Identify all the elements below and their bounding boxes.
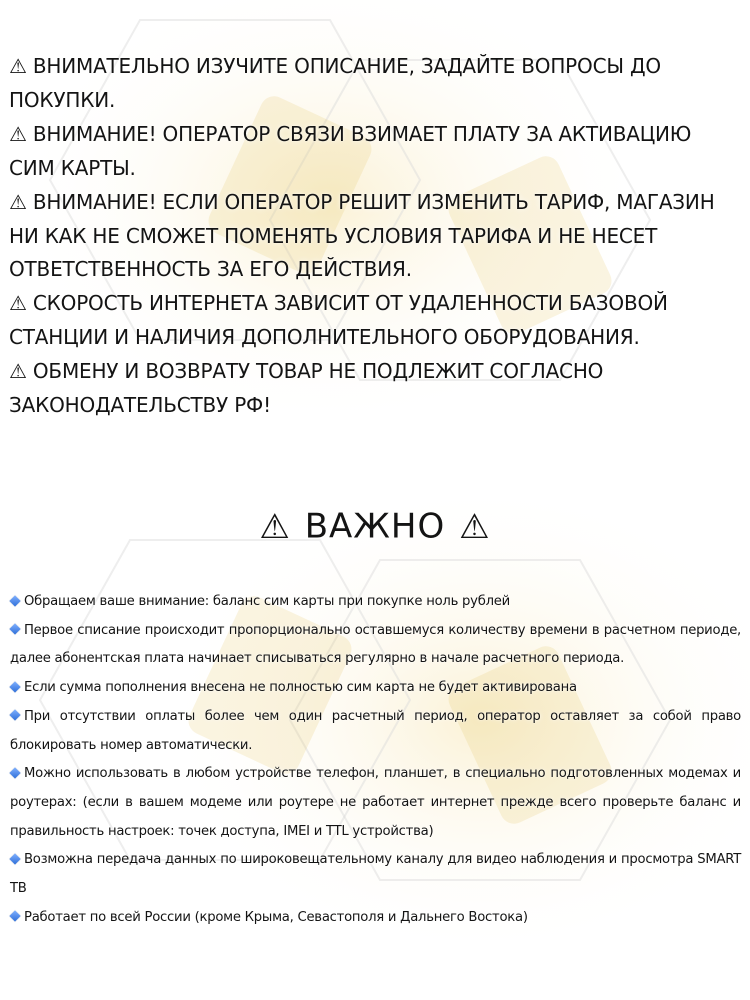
- warning-line: ⚠ ВНИМАНИЕ! ЕСЛИ ОПЕРАТОР РЕШИТ ИЗМЕНИТЬ ТАРИФ, МАГАЗИН НИ КАК НЕ СМОЖЕТ ПОМЕНЯТЬ УСЛОВИЯ ТАРИФА И НЕ НЕСЕТ ОТВЕТСТВЕННОСТЬ ЗА ЕГО ДЕЙСТВИЯ.: [9, 189, 715, 282]
- list-item: Если сумма пополнения внесена не полностью сим карта не будет активирована: [10, 674, 741, 703]
- heading-text: ВАЖНО: [304, 506, 446, 547]
- list-item: Возможна передача данных по широковещательному каналу для видео наблюдения и просмотра SMART TB: [10, 852, 741, 897]
- warning-line: ⚠ ВНИМАНИЕ! ОПЕРАТОР СВЯЗИ ВЗИМАЕТ ПЛАТУ ЗА АКТИВАЦИЮ СИМ КАРТЫ.: [9, 121, 692, 180]
- diamond-bullet-icon: [9, 595, 20, 606]
- warning-line: ⚠ СКОРОСТЬ ИНТЕРНЕТА ЗАВИСИТ ОТ УДАЛЕННОСТИ БАЗОВОЙ СТАНЦИИ И НАЛИЧИЯ ДОПОЛНИТЕЛЬНОГО ОБОРУДОВАНИЯ.: [9, 291, 668, 350]
- info-list: [10, 588, 741, 932]
- warning-line: ⚠ ОБМЕНУ И ВОЗВРАТУ ТОВАР НЕ ПОДЛЕЖИТ СОГЛАСНО ЗАКОНОДАТЕЛЬСТВУ РФ!: [9, 359, 604, 418]
- list-item: Обращаем ваше внимание: баланс сим карты при покупке ноль рублей: [10, 588, 741, 617]
- diamond-bullet-icon: [9, 911, 20, 922]
- diamond-bullet-icon: [9, 767, 20, 778]
- list-item: Работает по всей России (кроме Крыма, Севастополя и Дальнего Востока): [10, 904, 741, 933]
- warnings-block: [9, 50, 739, 423]
- warning-line: ⚠ ВНИМАТЕЛЬНО ИЗУЧИТЕ ОПИСАНИЕ, ЗАДАЙТЕ ВОПРОСЫ ДО ПОКУПКИ.: [9, 54, 661, 112]
- warning-icon: ⚠: [259, 506, 291, 547]
- warning-icon: ⚠: [459, 506, 491, 547]
- list-item: Можно использовать в любом устройстве телефон, планшет, в специально подготовленных модемах и роутерах: (если в вашем модеме или роутере не работает интернет прежде всего проверьте баланс и правильность настроек: точек доступа, IMEI и TTL устройства): [10, 766, 741, 839]
- diamond-bullet-icon: [9, 853, 20, 864]
- diamond-bullet-icon: [9, 710, 20, 721]
- important-heading: [0, 500, 750, 552]
- list-item: При отсутствии оплаты более чем один расчетный период, оператор оставляет за собой право блокировать номер автоматически.: [10, 708, 741, 753]
- diamond-bullet-icon: [9, 624, 20, 635]
- list-item: Первое списание происходит пропорционально оставшемуся количеству времени в расчетном периоде, далее абонентская плата начинает списываться регулярно в начале расчетного периода.: [10, 622, 741, 667]
- diamond-bullet-icon: [9, 681, 20, 692]
